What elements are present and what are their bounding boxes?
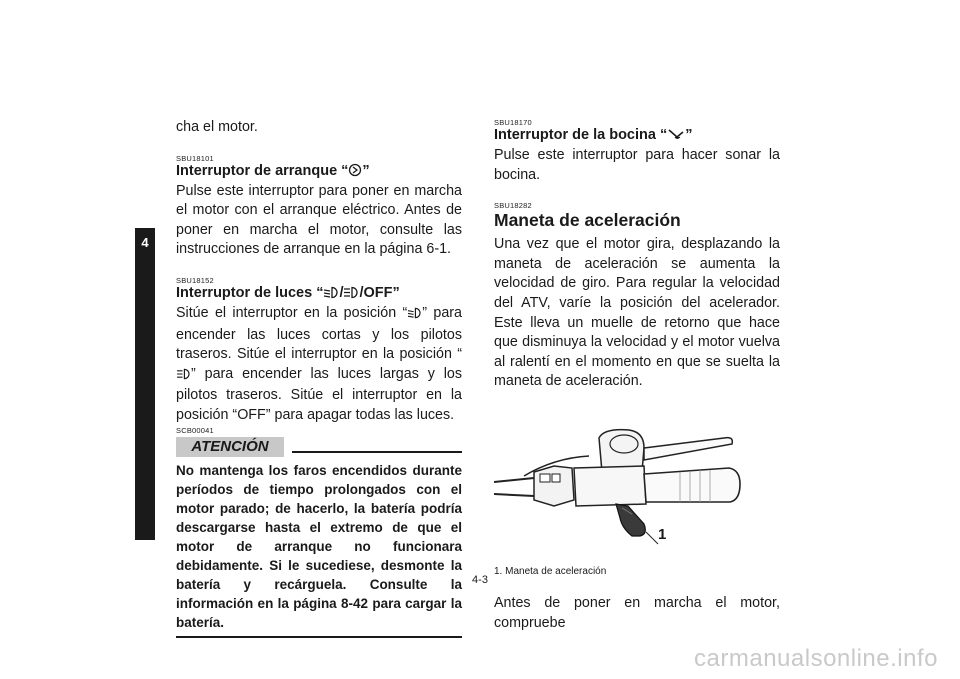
chapter-tab [135,228,155,540]
low-beam-icon [407,306,422,326]
watermark: carmanualsonline.info [694,645,938,672]
section-body: Pulse este interruptor para hacer sonar la bocina. [494,147,780,183]
caution-rule [292,451,462,453]
figure-callout: 1 [658,525,667,543]
starter-icon [348,163,362,182]
high-beam-icon [176,367,191,387]
section-title: Interruptor de la bocina “ ” [494,127,780,146]
section-throttle-lever [494,201,780,392]
section-title: Interruptor de arranque “ ” [176,163,462,182]
continued-text: Antes de poner en marcha el motor, compruebe [494,594,780,631]
handlebar-illustration [494,408,780,558]
section-horn-switch [494,118,780,185]
section-code: SBU18170 [494,118,532,127]
left-column [176,118,462,638]
section-code: SBU18152 [176,275,214,285]
intro-text: cha el motor. [176,119,258,135]
page-number: 4-3 [472,574,488,586]
section-body: Pulse este interruptor para poner en marcha el motor con el arranque eléctrico. Antes de poner en marcha el motor, consulte las instrucciones de arranque en la página 6-1. [176,182,462,258]
caution-end-rule [176,636,462,638]
section-body: Una vez que el motor gira, desplazando la maneta de aceleración se aumenta la velocidad de giro. Para regular la velocidad del ATV, varíe la posición del acelerador. Este lleva un muelle de retorno que hace que disminuya la velocidad y el motor vuelva al ralentí en el momento en que se suelta la maneta de aceleración. [494,236,780,390]
section-code: SBU18101 [176,153,214,163]
section-code: SBU18282 [494,201,532,211]
horn-icon [667,128,685,146]
caution-text: No mantenga los faros encendidos durante períodos de tiempo prolongados con el motor parado; de hacerlo, la batería podría descargarse hasta el extremo de que el motor de arranque no funcionara debidamente. Si le sucediese, desmonte la batería y recárguela. Consulte la información en la página 8-42 para cargar la batería. [176,462,462,630]
section-starter-switch [176,154,462,260]
section-title: Maneta de aceleración [494,210,681,231]
throttle-lever-figure [494,408,780,558]
caution-block [176,426,462,638]
figure-caption: 1. Maneta de aceleración [494,565,607,577]
caution-code: SCB00041 [176,425,214,435]
right-column [494,118,780,633]
caution-label: ATENCIÓN [176,437,284,457]
low-beam-icon [323,286,339,304]
section-light-switch [176,276,462,426]
section-body: Sitúe el interruptor en la posición “ ” para encender las luces cortas y los pilotos traseros. Sitúe el interruptor en la posición “” para encender las luces largas y los pilotos traseros. Sitúe el interruptor en la posición “OFF” para apagar todas las luces. [176,304,462,423]
section-title: Interruptor de luces “ / /OFF” [176,285,462,304]
chapter-number: 4 [141,235,149,250]
high-beam-icon [343,286,359,304]
